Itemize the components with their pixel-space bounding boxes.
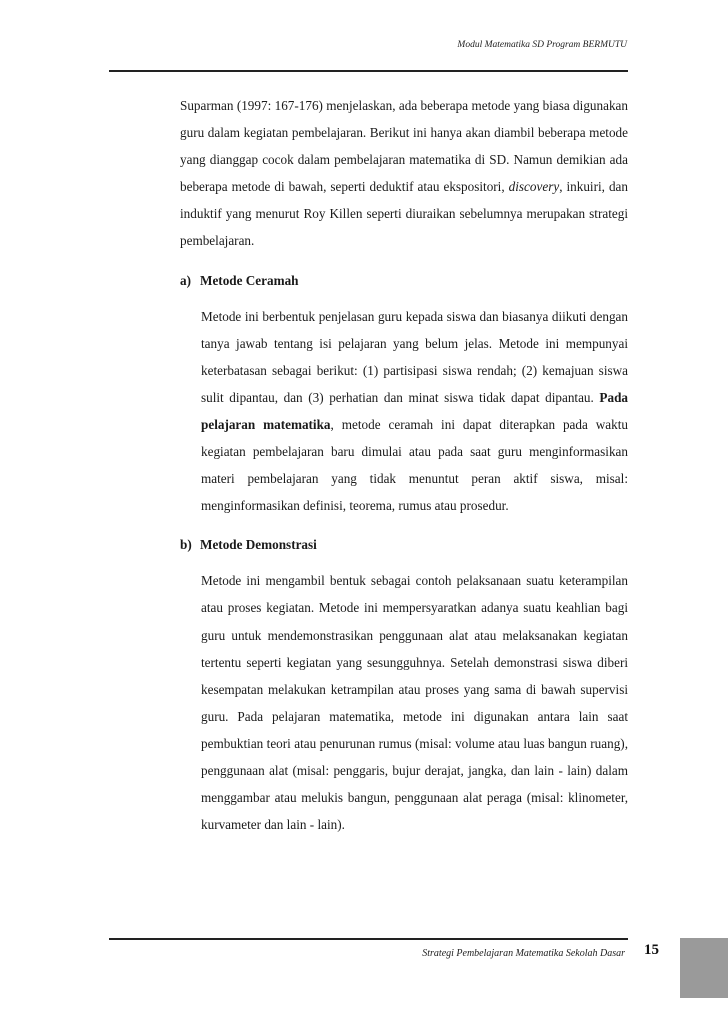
- intro-paragraph: [180, 92, 628, 255]
- section-body-demonstrasi: Metode ini mengambil bentuk sebagai contoh pelaksanaan suatu keterampilan atau proses kegiatan. Metode ini mempersyaratkan adanya suatu keahlian bagi guru untuk mendemonstrasikan penggunaan alat atau melaksanakan kegiatan tertentu seperti kegiatan yang sesungguhnya. Setelah demonstrasi siswa diberi kesempatan melakukan ketrampilan atau proses yang sama di bawah supervisi guru. Pada pelajaran matematika, metode ini digunakan antara lain saat pembuktian teori atau penurunan rumus (misal: volume atau luas bangun ruang), penggunaan alat (misal: penggaris, bujur derajat, jangka, dan lain - lain) dalam menggambar atau melukis bangun, penggunaan alat peraga (misal: klinometer, kurvameter dan lain - lain).: [201, 573, 628, 833]
- page-number: 15: [644, 942, 659, 958]
- running-footer: Strategi Pembelajaran Matematika Sekolah Dasar: [422, 948, 625, 959]
- section-title-demonstrasi: Metode Demonstrasi: [200, 537, 317, 553]
- ceramah-text-before: Metode ini berbentuk penjelasan guru kepada siswa dan biasanya diikuti dengan tanya jawab tentang isi pelajaran yang belum jelas. Metode ini mempunyai keterbatasan sebagai berikut: (1) partisipasi siswa rendah; (2) kemajuan siswa sulit dipantau, dan (3) perhatian dan minat siswa tidak dapat dipantau.: [201, 308, 628, 405]
- header-rule: [109, 70, 628, 72]
- intro-text-before: Suparman (1997: 167-176) menjelaskan, ada beberapa metode yang biasa digunakan guru dalam kegiatan pembelajaran. Berikut ini hanya akan diambil beberapa metode yang dianggap cocok dalam pembelajaran matematika di SD. Namun demikian ada beberapa metode di bawah, seperti deduktif atau ekspositori,: [180, 98, 628, 195]
- section-marker-a: a): [180, 272, 191, 288]
- intro-italic-term: discovery: [508, 179, 560, 195]
- ceramah-text-after: , metode ceramah ini dapat diterapkan pada waktu kegiatan pembelajaran baru dimulai atau pada saat guru menginformasikan materi pembelajaran yang tidak menuntut peran aktif siswa, misal: menginformasikan definisi, teorema, rumus atau prosedur.: [201, 416, 628, 514]
- corner-tab-block: [680, 938, 728, 998]
- running-header: Modul Matematika SD Program BERMUTU: [457, 40, 627, 50]
- section-body-ceramah: [180, 303, 628, 520]
- footer-rule: [109, 938, 628, 940]
- intro-text-after: , inkuiri, dan induktif yang menurut Roy Killen seperti diuraikan sebelumnya merupakan strategi pembelajaran.: [180, 179, 628, 249]
- section-heading-ceramah: [180, 267, 628, 294]
- section-title-ceramah: Metode Ceramah: [200, 272, 299, 288]
- section-heading-demonstrasi: [180, 531, 628, 558]
- ceramah-bold-phrase: Pada pelajaran matematika: [201, 389, 628, 432]
- section-marker-b: b): [180, 537, 192, 553]
- page-content: [180, 92, 628, 838]
